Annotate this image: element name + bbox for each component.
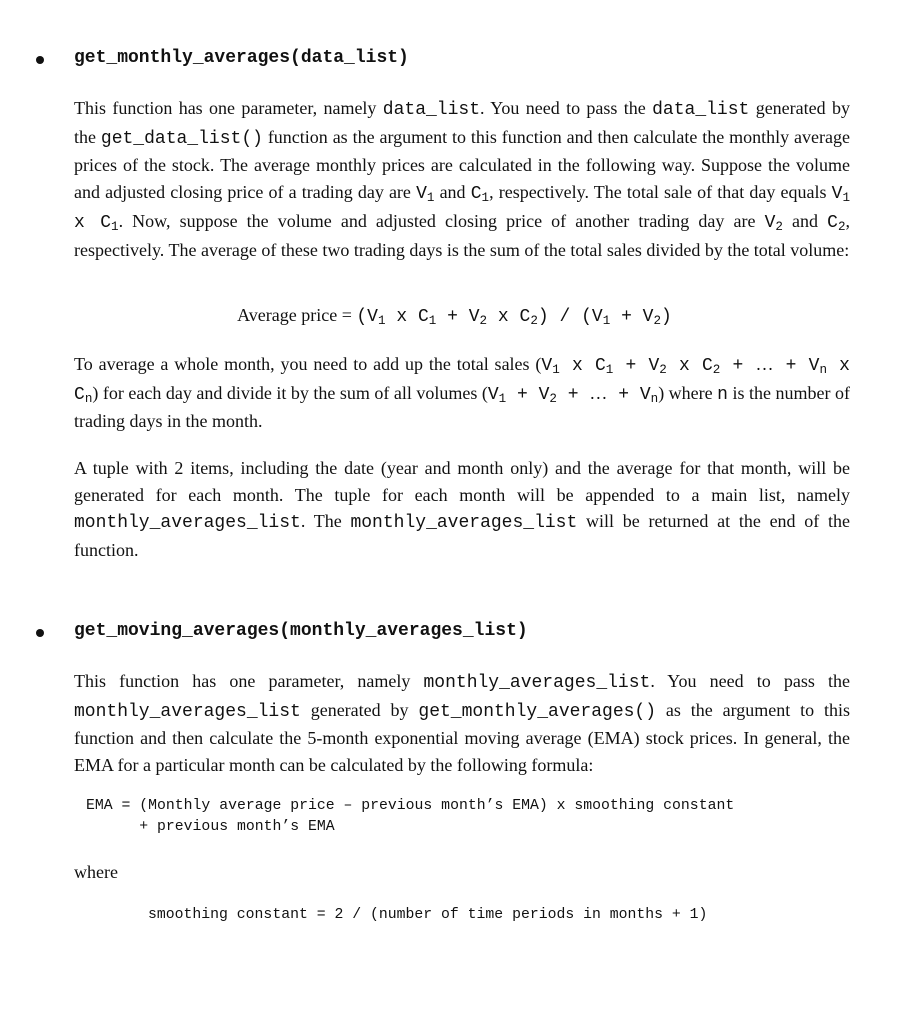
math-variable: ) / ($V_1$ xyxy=(537,307,611,329)
code-term: + xyxy=(720,356,756,376)
code-term: data_list xyxy=(382,100,481,120)
paragraph-moving-intro: This function has one parameter, namely monthly_averages_list. You need to pass the monthly_averages_list generated by get_monthly_averages() as the argument to this function and then calculate the 5-month exponential moving average (EMA) stock prices. In general, the EMA for a particular month can be calculated by the following formula: xyxy=(74,671,850,776)
function-heading-moving-averages: get_moving_averages(monthly_averages_list) xyxy=(74,621,528,641)
formula-expression xyxy=(356,305,672,329)
paragraph-monthly-intro: This function has one parameter, namely data_list. You need to pass the data_list generated by the get_data_list() function as the argument to this function and then calculate the monthly average prices of the stock. The average monthly prices are calculated in the following way. Suppose the volume and adjusted closing price of a trading day are $V_1$ and $C_1$, respectively. The total sale of that day equals $V_1$ x $C_1$. Now, suppose the volume and adjusted closing price of another trading day are $V_2$ and $C_2$, respectively. The average of these two trading days is the sum of the total sales divided by the total volume: xyxy=(74,98,851,260)
math-variable: $V_1$ xyxy=(416,184,435,206)
math-variable: + $V_2$ xyxy=(506,384,557,406)
paragraph-tuple: A tuple with 2 items, including the date (year and month only) and the average for that month, will be generated for each month. The tuple for each month will be appended to a main list, namely monthly_averages_list. The monthly_averages_list will be returned at the end of the function. xyxy=(74,458,850,561)
average-price-formula xyxy=(0,305,909,327)
math-variable: + $V_2$ xyxy=(613,356,667,378)
math-variable: x $C_2$ xyxy=(666,356,721,378)
code-term: get_data_list() xyxy=(100,128,263,149)
code-term: monthly_averages_list xyxy=(350,513,578,534)
formula-label: Average price = xyxy=(237,305,357,325)
math-variable: $V_1$ xyxy=(487,384,507,406)
code-term: get_monthly_averages() xyxy=(418,701,657,722)
code-term: monthly_averages_list xyxy=(423,673,651,693)
code-term: data_list xyxy=(652,100,750,120)
smoothing-constant-formula: smoothing constant = 2 / (number of time periods in months + 1) xyxy=(148,907,708,923)
ema-formula-line-2: + previous month’s EMA xyxy=(86,819,335,835)
where-label: where xyxy=(74,862,118,882)
math-variable: $V_1$ xyxy=(831,184,851,206)
math-variable: x $C_1$ xyxy=(559,356,614,378)
function-heading-monthly-averages: get_monthly_averages(data_list) xyxy=(74,48,409,68)
bullet-2 xyxy=(36,629,44,637)
math-variable: x $C_2$ xyxy=(487,307,538,329)
math-variable: ($V_1$ xyxy=(356,307,386,329)
code-term: monthly_averages_list xyxy=(74,701,301,722)
math-variable: + $V_n$ xyxy=(607,384,659,406)
math-variable: $V_2$ xyxy=(764,212,783,234)
math-variable: x $C_n$ xyxy=(74,356,850,406)
math-variable: + $V_n$ xyxy=(773,356,828,378)
code-term: monthly_averages_list xyxy=(74,513,301,534)
math-variable: x $C_1$ xyxy=(385,307,437,329)
math-variable: $V_1$ xyxy=(541,356,560,378)
ema-formula-line-1: EMA = (Monthly average price – previous month’s EMA) x smoothing constant xyxy=(86,798,735,814)
bullet-1 xyxy=(36,56,44,64)
ema-formula xyxy=(86,796,734,838)
paragraph-monthly-average: To average a whole month, you need to add up the total sales ($V_1$ x $C_1 + V_2$ x $C_2$ + … + $V_n$ x $C_n$) for each day and divide it by the sum of all volumes ($V_1 + V_2$ + … + $V_n$) where n is the number of trading days in the month. xyxy=(74,354,850,432)
math-variable: + $V_2$ xyxy=(436,307,488,329)
math-variable: + $V_2$ xyxy=(610,307,662,329)
math-variable: $C_2$ xyxy=(827,212,846,234)
math-variable: $C_1$ xyxy=(470,184,490,206)
code-term: ) xyxy=(661,307,672,327)
code-term: n xyxy=(717,384,728,405)
math-variable: x $C_1$ xyxy=(74,212,119,234)
code-term: + xyxy=(556,384,590,405)
